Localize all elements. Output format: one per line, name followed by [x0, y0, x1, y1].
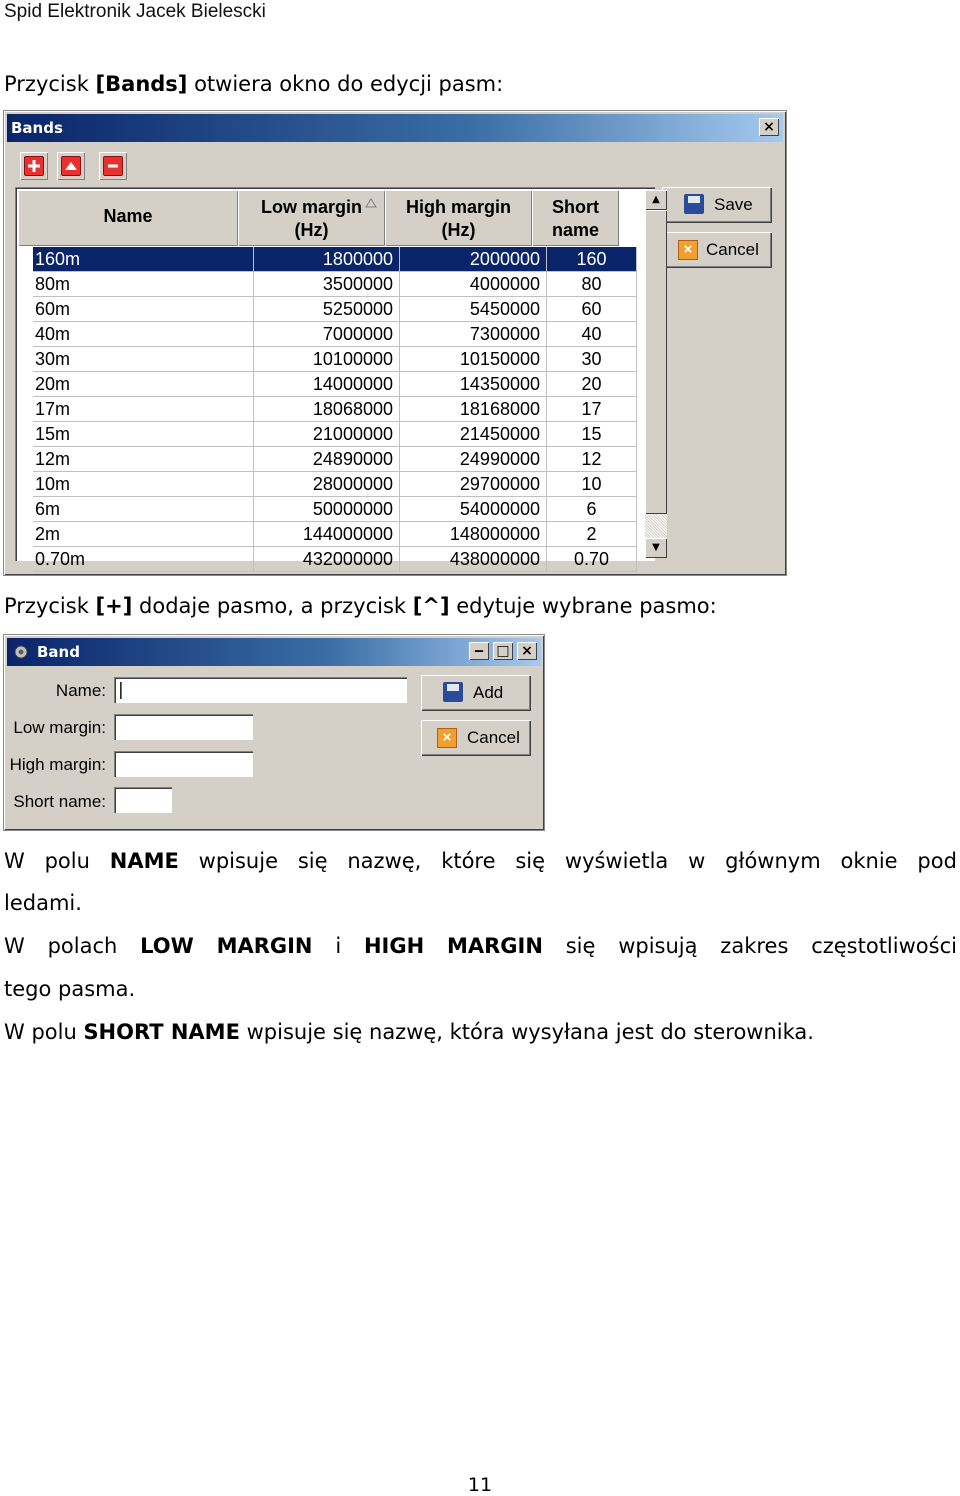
- table-row[interactable]: [33, 472, 636, 497]
- table-row[interactable]: [33, 347, 636, 372]
- low-margin-cell: 18068000: [253, 397, 400, 422]
- low-margin-cell: 24890000: [253, 447, 400, 472]
- low-margin-cell: 144000000: [253, 522, 400, 547]
- short-name-cell: 60: [547, 297, 637, 322]
- close-icon[interactable]: ×: [517, 642, 537, 660]
- cancel-button[interactable]: [662, 232, 772, 268]
- name-cell: 60m: [33, 297, 254, 322]
- bold-word: HIGH: [363, 934, 425, 958]
- save-button[interactable]: [662, 187, 772, 223]
- paragraph-name: [4, 849, 957, 873]
- table-row[interactable]: [33, 497, 636, 522]
- table-row[interactable]: [33, 397, 636, 422]
- paragraph-name-line2: ledami.: [4, 891, 82, 915]
- name-cell: 0.70m: [33, 547, 254, 572]
- intro-bold: [Bands]: [95, 72, 188, 96]
- column-header-low-margin[interactable]: [238, 190, 385, 246]
- low-margin-cell: 14000000: [253, 372, 400, 397]
- delete-band-button[interactable]: [99, 152, 127, 180]
- high-margin-cell: 4000000: [400, 272, 547, 297]
- name-cell: 160m: [33, 247, 254, 272]
- word: się: [565, 934, 596, 958]
- scroll-down-icon[interactable]: ▼: [645, 538, 667, 558]
- name-cell: 10m: [33, 472, 254, 497]
- caption-text: Przycisk: [4, 594, 96, 618]
- word: się: [515, 849, 546, 873]
- word: wyświetla: [564, 849, 669, 873]
- scroll-up-icon[interactable]: ▲: [645, 190, 667, 210]
- word: które: [441, 849, 496, 873]
- paragraph-margins-line2: tego pasma.: [4, 977, 136, 1001]
- text-cursor: |: [118, 680, 124, 700]
- caption-text-mid: dodaje pasmo, a przycisk: [132, 594, 413, 618]
- save-label: Save: [714, 195, 753, 214]
- intro-text-end: otwiera okno do edycji pasm:: [187, 72, 504, 96]
- short-name-cell: 160: [547, 247, 637, 272]
- column-header-unit: name: [551, 220, 600, 240]
- high-margin-cell: 438000000: [400, 547, 547, 572]
- column-header-label: Low margin: [260, 197, 362, 217]
- table-row[interactable]: [33, 372, 636, 397]
- gear-icon: [12, 643, 30, 661]
- cancel-x-icon: ×: [437, 728, 457, 748]
- short-name-cell: 20: [547, 372, 637, 397]
- floppy-icon: [443, 682, 463, 702]
- low-margin-cell: 50000000: [253, 497, 400, 522]
- intro-paragraph: [4, 72, 503, 96]
- name-cell: 15m: [33, 422, 254, 447]
- add-band-button[interactable]: [20, 152, 48, 180]
- name-cell: 12m: [33, 447, 254, 472]
- table-row[interactable]: [33, 422, 636, 447]
- page-header: Spid Elektronik Jacek Bielescki: [4, 1, 266, 22]
- grid-vertical-scrollbar[interactable]: [645, 190, 667, 558]
- short-name-cell: 40: [547, 322, 637, 347]
- name-cell: 30m: [33, 347, 254, 372]
- add-label: Add: [473, 683, 504, 702]
- bold-word: MARGIN: [446, 934, 543, 958]
- column-header-short-name[interactable]: [532, 190, 619, 246]
- arrow-up-icon: [61, 156, 81, 176]
- band-titlebar: [7, 638, 541, 666]
- close-icon[interactable]: ×: [759, 118, 779, 136]
- low-margin-cell: 1800000: [253, 247, 400, 272]
- short-name-cell: 12: [547, 447, 637, 472]
- high-margin-cell: 54000000: [400, 497, 547, 522]
- bold-word: MARGIN: [216, 934, 313, 958]
- maximize-icon[interactable]: □: [493, 642, 513, 660]
- short-name-cell: 6: [547, 497, 637, 522]
- high-margin-cell: 29700000: [400, 472, 547, 497]
- high-margin-input[interactable]: [114, 751, 253, 777]
- bold-word: SHORT NAME: [83, 1020, 240, 1044]
- table-row[interactable]: [33, 547, 636, 572]
- paragraph-short-name: [4, 1020, 814, 1044]
- short-name-cell: 80: [547, 272, 637, 297]
- short-name-cell: 17: [547, 397, 637, 422]
- word: wpisuje: [198, 849, 279, 873]
- band-window-title: Band: [37, 643, 80, 661]
- word: głównym: [725, 849, 821, 873]
- name-cell: 17m: [33, 397, 254, 422]
- floppy-icon: [684, 194, 704, 214]
- name-cell: 6m: [33, 497, 254, 522]
- name-cell: 40m: [33, 322, 254, 347]
- low-margin-cell: 28000000: [253, 472, 400, 497]
- page-number: 11: [467, 1474, 493, 1496]
- high-margin-cell: 14350000: [400, 372, 547, 397]
- sort-ascending-icon: [365, 198, 377, 208]
- low-margin-cell: 21000000: [253, 422, 400, 447]
- table-row[interactable]: [33, 322, 636, 347]
- name-cell: 80m: [33, 272, 254, 297]
- column-header-unit: (Hz): [441, 220, 476, 240]
- high-margin-cell: 148000000: [400, 522, 547, 547]
- high-margin-cell: 24990000: [400, 447, 547, 472]
- plus-icon: [24, 156, 44, 176]
- short-name-cell: 10: [547, 472, 637, 497]
- column-header-label: Short: [552, 197, 599, 217]
- table-row[interactable]: [33, 447, 636, 472]
- table-row[interactable]: [33, 272, 636, 297]
- name-label: Name:: [55, 681, 106, 700]
- bands-grid[interactable]: [15, 187, 660, 569]
- word: wpisują: [618, 934, 698, 958]
- word: polu: [44, 849, 90, 873]
- minimize-icon[interactable]: ‒: [469, 642, 489, 660]
- column-header-label: High margin: [405, 197, 511, 217]
- word: i: [335, 934, 342, 958]
- table-row[interactable]: [33, 247, 636, 272]
- high-margin-cell: 21450000: [400, 422, 547, 447]
- bands-window-title: Bands: [11, 119, 63, 137]
- caption-bold-caret: [^]: [412, 594, 450, 618]
- bands-titlebar: [7, 114, 783, 142]
- low-margin-input[interactable]: [114, 714, 253, 740]
- edit-band-button[interactable]: [57, 152, 85, 180]
- band-cancel-label: Cancel: [467, 728, 520, 747]
- paragraph-margins: [4, 934, 957, 958]
- scroll-thumb[interactable]: [645, 210, 667, 514]
- high-margin-cell: 2000000: [400, 247, 547, 272]
- short-name-cell: 30: [547, 347, 637, 372]
- word: w: [688, 849, 706, 873]
- add-button[interactable]: [421, 675, 531, 711]
- low-margin-cell: 10100000: [253, 347, 400, 372]
- word: nazwę,: [347, 849, 422, 873]
- band-window: [3, 634, 545, 831]
- word: się: [297, 849, 328, 873]
- low-margin-cell: 5250000: [253, 297, 400, 322]
- short-name-cell: 2: [547, 522, 637, 547]
- low-margin-cell: 432000000: [253, 547, 400, 572]
- word: zakres: [720, 934, 789, 958]
- name-cell: 2m: [33, 522, 254, 547]
- name-input[interactable]: [114, 677, 407, 703]
- low-margin-cell: 3500000: [253, 272, 400, 297]
- low-margin-label: Low margin:: [13, 718, 106, 737]
- text: wpisuje się nazwę, która wysyłana jest do sterownika.: [239, 1020, 814, 1044]
- bold-word: NAME: [109, 849, 179, 873]
- column-header-high-margin[interactable]: [385, 190, 532, 246]
- word: częstotliwości: [811, 934, 957, 958]
- caption-bold-plus: [+]: [95, 594, 133, 618]
- word: oknie: [840, 849, 898, 873]
- minus-icon: [103, 156, 123, 176]
- high-margin-cell: 5450000: [400, 297, 547, 322]
- column-header-name[interactable]: [18, 190, 238, 246]
- word: pod: [917, 849, 957, 873]
- column-header-label: Name: [103, 206, 153, 226]
- word: polach: [47, 934, 118, 958]
- bold-word: LOW: [140, 934, 194, 958]
- high-margin-cell: 18168000: [400, 397, 547, 422]
- cancel-label: Cancel: [706, 240, 759, 259]
- short-name-cell: 15: [547, 422, 637, 447]
- high-margin-cell: 10150000: [400, 347, 547, 372]
- high-margin-label: High margin:: [9, 755, 106, 774]
- low-margin-cell: 7000000: [253, 322, 400, 347]
- short-name-label: Short name:: [13, 792, 106, 811]
- table-row[interactable]: [33, 297, 636, 322]
- high-margin-cell: 7300000: [400, 322, 547, 347]
- band-cancel-button[interactable]: [421, 720, 531, 756]
- name-cell: 20m: [33, 372, 254, 397]
- text: W polu: [4, 1020, 84, 1044]
- caption-paragraph: [4, 594, 717, 618]
- intro-text: Przycisk: [4, 72, 96, 96]
- short-name-cell: 0.70: [547, 547, 637, 572]
- word: W: [4, 849, 25, 873]
- word: W: [4, 934, 25, 958]
- caption-text-end: edytuje wybrane pasmo:: [449, 594, 717, 618]
- short-name-input[interactable]: [114, 787, 172, 813]
- table-row[interactable]: [33, 522, 636, 547]
- cancel-x-icon: ×: [678, 240, 698, 260]
- column-header-unit: (Hz): [294, 220, 329, 240]
